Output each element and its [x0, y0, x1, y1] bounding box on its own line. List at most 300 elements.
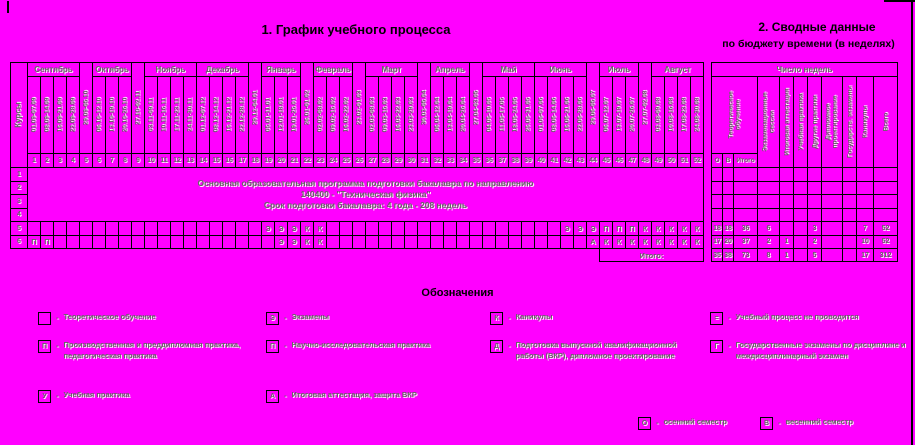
week-mark-cell: К	[626, 235, 639, 249]
vertical-label: 29.12-04.01	[251, 90, 259, 126]
week-number-cell: 40	[535, 154, 548, 168]
week-number-cell: 17	[236, 154, 249, 168]
week-number-cell: 23	[314, 154, 327, 168]
summary-empty-cell	[874, 208, 898, 222]
week-mark-cell	[431, 222, 444, 236]
legend-text: Экзамены	[291, 312, 330, 321]
summary-empty-cell	[843, 168, 857, 182]
summary-total-cell	[843, 249, 857, 262]
summary-value-cell: 6	[758, 222, 780, 236]
vertical-label: Государств. экзамены	[845, 86, 853, 158]
week-number-cell: 14	[197, 154, 210, 168]
vertical-label: Другие практики	[810, 95, 818, 149]
summary-value-cell: 20	[723, 235, 734, 249]
week-number-cell: 42	[561, 154, 574, 168]
week-mark-cell	[548, 222, 561, 236]
legend-separator: -	[284, 313, 287, 322]
week-mark-cell	[171, 235, 184, 249]
summary-empty-cell	[712, 208, 723, 222]
week-number-cell: 35	[470, 154, 483, 168]
week-date-cell	[379, 77, 392, 154]
week-number-cell: 51	[678, 154, 691, 168]
week-mark-cell	[249, 222, 262, 236]
legend-separator: -	[56, 341, 59, 350]
vertical-label: 22.12-28.12	[238, 97, 246, 133]
legend-item-research-practice	[266, 340, 430, 353]
week-number-cell: 5	[80, 154, 93, 168]
summary-empty-cell	[857, 168, 874, 182]
week-mark-cell	[470, 235, 483, 249]
week-mark-cell	[41, 222, 54, 236]
legend-symbol-box	[490, 340, 503, 353]
week-date-cell	[67, 77, 80, 154]
course-row-label: 5	[11, 222, 28, 236]
week-number-cell: 41	[548, 154, 561, 168]
week-date-cell	[626, 77, 639, 154]
week-mark-cell	[262, 235, 275, 249]
week-number-cell: 15	[210, 154, 223, 168]
legend-separator: -	[656, 418, 659, 427]
week-mark-cell	[496, 235, 509, 249]
legend-symbol: У	[42, 393, 47, 400]
week-mark-cell	[444, 235, 457, 249]
week-mark-cell	[470, 222, 483, 236]
legend-symbol: А	[269, 393, 276, 400]
week-number-cell: 29	[392, 154, 405, 168]
week-mark-cell	[379, 235, 392, 249]
summary-empty-cell	[857, 181, 874, 195]
week-mark-cell: Э	[275, 222, 288, 236]
summary-empty-cell	[874, 181, 898, 195]
week-mark-cell: П	[41, 235, 54, 249]
legend-text: Учебный процесс не проводится	[735, 312, 859, 321]
summary-empty-cell	[808, 168, 822, 182]
legend-symbol: К	[494, 315, 499, 322]
week-date-cell	[470, 63, 483, 154]
week-mark-cell: К	[652, 222, 665, 236]
vertical-label: 23.02-01.03	[355, 90, 363, 126]
week-date-cell	[327, 77, 340, 154]
vertical-label: 13.04-19.04	[446, 97, 454, 133]
week-mark-cell	[184, 235, 197, 249]
week-mark-cell	[522, 222, 535, 236]
summary-empty-cell	[712, 195, 723, 209]
week-number-cell: 50	[665, 154, 678, 168]
week-number-cell: 39	[522, 154, 535, 168]
schedule-table	[10, 62, 704, 262]
week-mark-cell: К	[314, 222, 327, 236]
week-date-cell	[665, 77, 678, 154]
week-date-cell	[496, 77, 509, 154]
summary-column-header	[874, 77, 898, 168]
program-note-line: Основная образовательная программа подготовки бакалавра по направлению	[197, 177, 534, 188]
week-mark-cell	[236, 222, 249, 236]
week-number-cell: 25	[340, 154, 353, 168]
week-mark-cell: К	[639, 235, 652, 249]
summary-value-cell	[843, 222, 857, 236]
summary-empty-cell	[843, 208, 857, 222]
week-mark-cell	[210, 222, 223, 236]
vertical-label: 29.06-05.07	[589, 90, 597, 126]
week-date-cell	[132, 63, 145, 154]
week-date-cell	[106, 77, 119, 154]
summary-empty-cell	[794, 208, 808, 222]
week-mark-cell	[119, 235, 132, 249]
week-mark-cell: К	[314, 235, 327, 249]
week-mark-cell: К	[613, 235, 626, 249]
summary-value-cell: 7	[857, 222, 874, 236]
summary-empty-cell	[843, 195, 857, 209]
week-mark-cell: К	[652, 235, 665, 249]
week-mark-cell	[405, 222, 418, 236]
month-header-cell: Ноябрь	[145, 63, 197, 77]
week-date-cell	[288, 77, 301, 154]
vertical-label: 13.07-19.07	[615, 97, 623, 133]
vertical-label: Каникулы	[861, 105, 869, 139]
legend-separator: -	[284, 341, 287, 350]
legend-symbol: В	[763, 420, 770, 427]
week-number-cell: 12	[171, 154, 184, 168]
summary-total-cell: 38	[723, 249, 734, 262]
summary-total-cell	[794, 249, 808, 262]
week-date-cell	[210, 77, 223, 154]
week-mark-cell	[535, 235, 548, 249]
vertical-label: 02.02-08.02	[316, 97, 324, 133]
week-date-cell	[223, 77, 236, 154]
theory-header-cell	[712, 77, 758, 154]
week-date-cell	[314, 77, 327, 154]
summary-empty-cell	[822, 195, 843, 209]
summary-empty-cell	[712, 168, 723, 182]
month-header-cell: Январь	[262, 63, 301, 77]
vertical-label: 08.12-14.12	[212, 97, 220, 133]
legend-item-spring-semester	[760, 417, 853, 430]
week-date-cell	[28, 77, 41, 154]
summary-empty-cell	[857, 195, 874, 209]
vertical-label: 15.12-21.12	[225, 97, 233, 133]
legend-separator: -	[728, 341, 731, 350]
vertical-label: 03.11-09.11	[147, 98, 155, 132]
summary-empty-cell	[794, 168, 808, 182]
week-mark-cell: П	[28, 235, 41, 249]
summary-total-cell: 35	[712, 249, 723, 262]
week-mark-cell: К	[678, 222, 691, 236]
summary-value-cell: 17	[712, 235, 723, 249]
vertical-label: 24.11-30.11	[186, 98, 194, 132]
week-mark-cell	[457, 222, 470, 236]
week-mark-cell	[444, 222, 457, 236]
week-date-cell	[691, 77, 704, 154]
week-date-cell	[236, 77, 249, 154]
summary-value-cell: 36	[734, 222, 758, 236]
week-date-cell	[535, 77, 548, 154]
legend-text: Государственные экзамены по дисциплине и междисциплинарный экзамен	[735, 340, 906, 360]
summary-empty-cell	[822, 208, 843, 222]
summary-total-cell	[822, 249, 843, 262]
vertical-label: Экзаменационные сессии	[761, 92, 776, 152]
week-number-cell: 13	[184, 154, 197, 168]
footer-spacer	[28, 249, 600, 262]
legend-text: осенний семестр	[663, 417, 727, 426]
week-date-cell	[444, 77, 457, 154]
summary-empty-cell	[874, 168, 898, 182]
legend-symbol-box	[638, 417, 651, 430]
week-number-cell: 3	[54, 154, 67, 168]
week-date-cell	[145, 77, 158, 154]
week-number-cell: 46	[613, 154, 626, 168]
legend-symbol: О	[641, 420, 648, 427]
week-number-cell: 9	[132, 154, 145, 168]
summary-empty-cell	[723, 168, 734, 182]
week-number-cell: 8	[119, 154, 132, 168]
summary-empty-cell	[857, 208, 874, 222]
vertical-label: Курсы	[13, 102, 23, 128]
week-date-cell	[184, 77, 197, 154]
vertical-label: 06.04-12.04	[433, 97, 441, 133]
week-mark-cell: К	[665, 235, 678, 249]
week-mark-cell	[405, 235, 418, 249]
week-number-cell: 11	[158, 154, 171, 168]
summary-value-cell: 1	[780, 235, 794, 249]
summary-value-cell: 3	[808, 222, 822, 236]
month-header-cell: Март	[366, 63, 418, 77]
week-mark-cell	[80, 235, 93, 249]
vertical-label: 13.10-19.10	[108, 97, 116, 133]
week-mark-cell	[210, 235, 223, 249]
week-mark-cell	[249, 235, 262, 249]
week-date-cell	[548, 77, 561, 154]
week-mark-cell	[93, 222, 106, 236]
legend-symbol: Э	[270, 315, 275, 322]
summary-empty-cell	[758, 195, 780, 209]
week-date-cell	[405, 77, 418, 154]
summary-empty-cell	[723, 181, 734, 195]
week-mark-cell: Э	[288, 235, 301, 249]
vertical-label: 02.03-08.03	[368, 97, 376, 133]
summary-value-cell: 52	[874, 222, 898, 236]
week-number-cell: 33	[444, 154, 457, 168]
month-header-cell: Май	[483, 63, 535, 77]
week-date-cell	[639, 63, 652, 154]
month-header-cell: Июнь	[535, 63, 587, 77]
week-number-cell: 34	[457, 154, 470, 168]
week-mark-cell	[340, 235, 353, 249]
month-header-cell: Сентябрь	[28, 63, 80, 77]
week-date-cell	[301, 63, 314, 154]
week-mark-cell	[106, 222, 119, 236]
summary-value-cell	[822, 235, 843, 249]
month-header-cell: Октябрь	[93, 63, 132, 77]
week-mark-cell: Э	[561, 222, 574, 236]
week-date-cell	[574, 77, 587, 154]
legend-symbol: =	[714, 315, 719, 322]
week-mark-cell: Э	[587, 222, 600, 236]
week-mark-cell: П	[613, 222, 626, 236]
summary-total-cell: 17	[857, 249, 874, 262]
summary-total-cell: 73	[734, 249, 758, 262]
summary-empty-cell	[794, 195, 808, 209]
legend-symbol-box	[490, 312, 503, 325]
week-date-cell	[522, 77, 535, 154]
legend-symbol-box	[266, 312, 279, 325]
vertical-label: 08.06-14.06	[550, 97, 558, 133]
legend-separator: -	[284, 391, 287, 400]
vertical-label: Теоретическое обучение	[727, 91, 742, 139]
vertical-label: 17.11-23.11	[173, 98, 181, 132]
semester-subheader: Итого	[734, 154, 758, 168]
vertical-label: 15.06-21.06	[563, 97, 571, 133]
summary-column-header	[843, 77, 857, 168]
week-number-cell: 52	[691, 154, 704, 168]
week-date-cell	[652, 77, 665, 154]
summary-empty-cell	[734, 208, 758, 222]
vertical-label: 19.01-25.01	[290, 97, 298, 133]
legend-item-theoretical	[38, 312, 156, 325]
week-mark-cell	[67, 222, 80, 236]
vertical-label: 20.10-26.10	[121, 97, 129, 133]
week-mark-cell	[236, 235, 249, 249]
summary-empty-cell	[822, 168, 843, 182]
week-mark-cell: Э	[275, 235, 288, 249]
vertical-label: 25.05-31.05	[524, 97, 532, 133]
legend-separator: -	[508, 341, 511, 350]
legend-symbol: Г	[714, 343, 719, 350]
summary-total-cell: 5	[808, 249, 822, 262]
week-date-cell	[171, 77, 184, 154]
summary-table	[711, 62, 898, 262]
legend-text: Подготовка выпускной квалификационной работы (ВКР), дипломное проектирование	[515, 340, 677, 360]
vertical-label: 15.09-21.09	[56, 97, 64, 133]
week-number-cell: 47	[626, 154, 639, 168]
vertical-label: 17.08-23.08	[680, 97, 688, 133]
week-date-cell	[93, 77, 106, 154]
week-number-cell: 45	[600, 154, 613, 168]
summary-value-cell	[794, 222, 808, 236]
week-mark-cell: Э	[574, 222, 587, 236]
legend-symbol-box	[266, 390, 279, 403]
vertical-label: 01.09-07.09	[30, 97, 38, 133]
week-number-cell: 48	[639, 154, 652, 168]
week-number-cell: 10	[145, 154, 158, 168]
week-number-cell: 38	[509, 154, 522, 168]
legend-text: Теоретическое обучение	[63, 312, 156, 321]
week-number-cell: 32	[431, 154, 444, 168]
week-mark-cell	[496, 222, 509, 236]
course-row-label: 2	[11, 181, 28, 195]
legend-symbol-box	[760, 417, 773, 430]
week-mark-cell	[379, 222, 392, 236]
week-number-cell: 16	[223, 154, 236, 168]
week-mark-cell	[132, 235, 145, 249]
summary-column-header	[780, 77, 794, 168]
legend-text: Учебная практика	[63, 390, 130, 399]
legend-item-autumn-semester	[638, 417, 727, 430]
course-row-label: 3	[11, 195, 28, 209]
week-number-cell: 37	[496, 154, 509, 168]
week-mark-cell	[67, 235, 80, 249]
legend-separator: -	[728, 313, 731, 322]
schedule-total-label: Итого:	[600, 249, 704, 262]
vertical-label: 12.01-18.01	[277, 97, 285, 133]
legend-text: весенний семестр	[785, 417, 854, 426]
summary-empty-cell	[712, 181, 723, 195]
week-date-cell	[561, 77, 574, 154]
week-mark-cell	[223, 222, 236, 236]
page-title-summary: 2. Сводные данные	[758, 20, 876, 34]
legend-symbol-box	[38, 340, 51, 353]
legend-text: Итоговая аттестация, защита ВКР	[291, 390, 417, 399]
week-mark-cell	[548, 235, 561, 249]
summary-empty-cell	[822, 181, 843, 195]
week-mark-cell	[145, 235, 158, 249]
legend-symbol: П	[41, 343, 48, 350]
legend-symbol: Д	[494, 343, 499, 350]
vertical-label: 10.11-16.11	[160, 98, 168, 132]
week-mark-cell: К	[301, 222, 314, 236]
summary-empty-cell	[734, 181, 758, 195]
month-header-cell: Февраль	[314, 63, 353, 77]
summary-value-cell: 10	[857, 235, 874, 249]
week-mark-cell: К	[678, 235, 691, 249]
vertical-label: Учебная практика	[796, 93, 804, 151]
week-mark-cell	[431, 235, 444, 249]
summary-value-cell	[822, 222, 843, 236]
legend-item-no-process	[710, 312, 859, 325]
summary-value-cell: 52	[874, 235, 898, 249]
vertical-label: 09.03-15.03	[381, 97, 389, 133]
summary-value-cell: 18	[712, 222, 723, 236]
vertical-label: 27.04-03.05	[472, 90, 480, 126]
summary-empty-cell	[780, 181, 794, 195]
week-mark-cell	[509, 235, 522, 249]
week-mark-cell	[171, 222, 184, 236]
summary-value-cell	[843, 235, 857, 249]
summary-empty-cell	[723, 208, 734, 222]
summary-total-cell: 312	[874, 249, 898, 262]
legend-separator: -	[778, 418, 781, 427]
week-number-cell: 18	[249, 154, 262, 168]
summary-value-cell	[780, 222, 794, 236]
course-row-label: 1	[11, 168, 28, 182]
vertical-label: Дипломное проектирование	[824, 95, 839, 149]
page-edge-tick-left	[7, 1, 9, 13]
program-note-line: Срок подготовки бакалавра: 4 года - 208 недель	[263, 200, 468, 211]
week-number-cell: 43	[574, 154, 587, 168]
week-date-cell	[340, 77, 353, 154]
summary-empty-cell	[758, 208, 780, 222]
week-number-cell: 22	[301, 154, 314, 168]
vertical-label: 10.08-16.08	[667, 97, 675, 133]
week-mark-cell: Э	[262, 222, 275, 236]
week-number-cell: 6	[93, 154, 106, 168]
week-number-cell: 49	[652, 154, 665, 168]
legend-title: Обозначения	[421, 287, 494, 299]
summary-empty-cell	[780, 168, 794, 182]
week-number-cell: 30	[405, 154, 418, 168]
week-mark-cell	[80, 222, 93, 236]
summary-total-cell: 1	[780, 249, 794, 262]
week-mark-cell	[54, 235, 67, 249]
week-date-cell	[483, 77, 496, 154]
week-mark-cell	[353, 222, 366, 236]
week-number-cell: 28	[379, 154, 392, 168]
vertical-label: 29.09-05.10	[82, 90, 90, 126]
month-header-cell: Апрель	[431, 63, 470, 77]
vertical-label: 27.07-02.08	[641, 90, 649, 126]
week-mark-cell	[54, 222, 67, 236]
week-mark-cell	[223, 235, 236, 249]
legend-item-state-exams	[710, 340, 914, 361]
